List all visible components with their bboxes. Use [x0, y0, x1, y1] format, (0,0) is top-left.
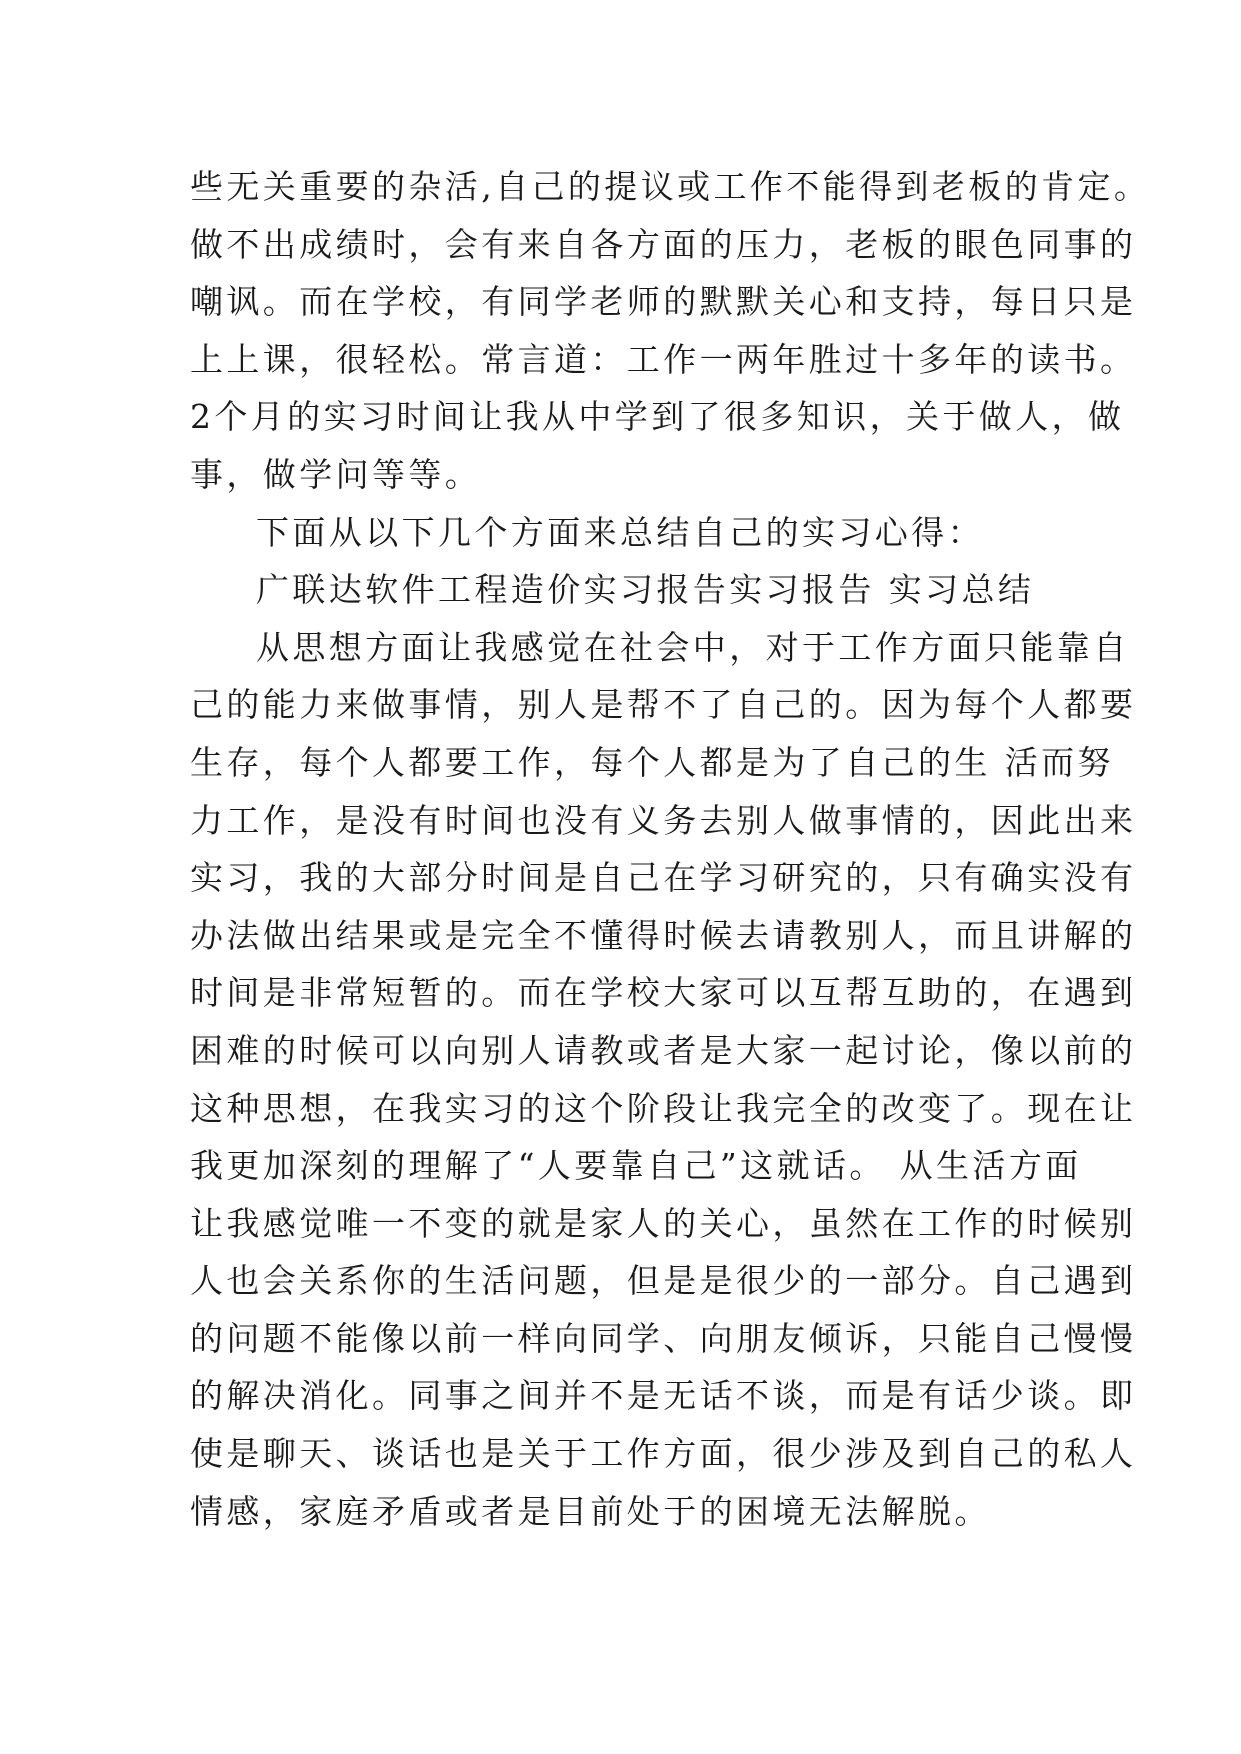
text-line: 情感，家庭矛盾或者是目前处于的困境无法解脱。 — [190, 1491, 991, 1531]
text-line: 2个月的实习时间让我从中学到了很多知识，关于做人，做 — [190, 397, 1125, 437]
text-line: 时间是非常短暂的。而在学校大家可以互帮互助的，在遇到 — [190, 973, 1137, 1013]
text-line: 嘲讽。而在学校，有同学老师的默默关心和支持，每日只是 — [190, 282, 1137, 322]
text-line: 的解决消化。同事之间并不是无话不谈，而是有话少谈。即 — [190, 1376, 1137, 1416]
text-line: 上上课，很轻松。常言道：工作一两年胜过十多年的读书。 — [190, 339, 1137, 379]
text-line: 我更加深刻的理解了“人要靠自己”这就话。 从生活方面 — [190, 1146, 1082, 1186]
text-line: 做不出成绩时，会有来自各方面的压力，老板的眼色同事的 — [190, 224, 1137, 264]
paragraph-intro: 下面从以下几个方面来总结自己的实习心得： — [256, 512, 984, 552]
text-line: 力工作，是没有时间也没有义务去别人做事情的，因此出来 — [190, 800, 1137, 840]
document-body — [190, 158, 1151, 1540]
text-line: 生存，每个人都要工作，每个人都是为了自己的生 活而努 — [190, 742, 1114, 782]
heading-line: 广联达软件工程造价实习报告实习报告 实习总结 — [256, 570, 1035, 610]
text-line: 的问题不能像以前一样向同学、向朋友倾诉，只能自己慢慢 — [190, 1318, 1137, 1358]
text-line: 己的能力来做事情，别人是帮不了自己的。因为每个人都要 — [190, 685, 1137, 725]
text-line: 实习，我的大部分时间是自己在学习研究的，只有确实没有 — [190, 858, 1137, 898]
paragraph-start: 从思想方面让我感觉在社会中，对于工作方面只能靠自 — [256, 627, 1130, 667]
text-line: 事，做学问等等。 — [190, 454, 482, 494]
text-line: 人也会关系你的生活问题，但是是很少的一部分。自己遇到 — [190, 1261, 1137, 1301]
text-line: 让我感觉唯一不变的就是家人的关心，虽然在工作的时候别 — [190, 1203, 1137, 1243]
text-line: 使是聊天、谈话也是关于工作方面，很少涉及到自己的私人 — [190, 1434, 1137, 1474]
text-line: 这种思想，在我实习的这个阶段让我完全的改变了。现在让 — [190, 1088, 1137, 1128]
text-line: 困难的时候可以向别人请教或者是大家一起讨论，像以前的 — [190, 1030, 1137, 1070]
text-line: 办法做出结果或是完全不懂得时候去请教别人，而且讲解的 — [190, 915, 1137, 955]
text-line: 些无关重要的杂活,自己的提议或工作不能得到老板的肯定。 — [190, 167, 1151, 206]
